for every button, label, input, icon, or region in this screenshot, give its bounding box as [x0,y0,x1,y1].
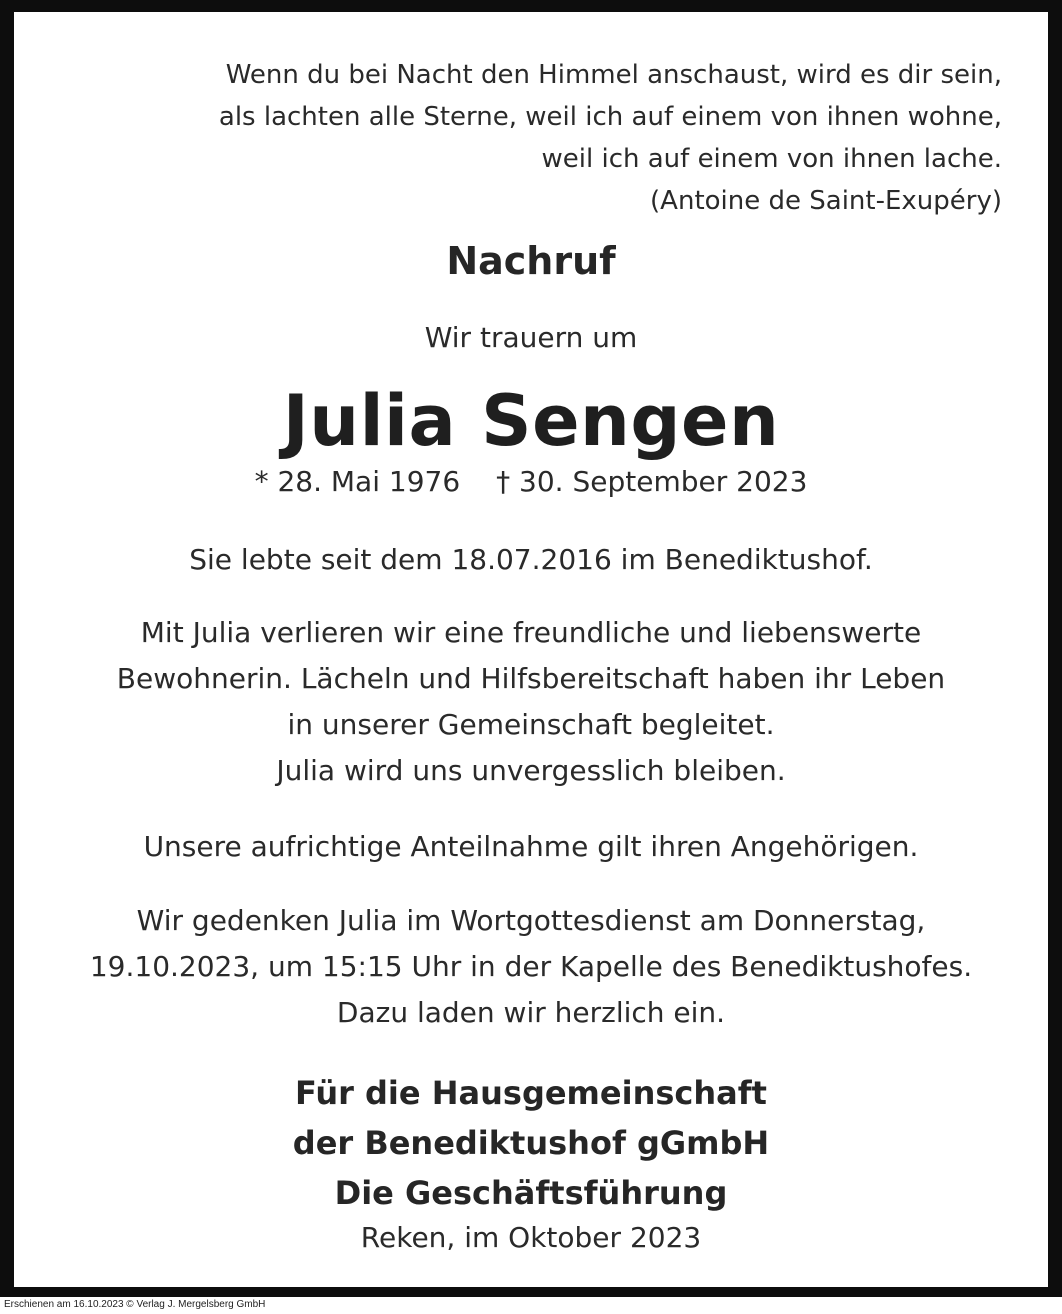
obituary-heading: Nachruf [446,239,616,283]
service-paragraph [14,898,1048,1036]
epigraph-quote [102,54,1002,222]
tribute-paragraph [14,610,1048,794]
birth-date: * 28. Mai 1976 [254,465,461,498]
mourning-intro: Wir trauern um [424,321,638,354]
death-date: † 30. September 2023 [496,465,808,498]
publication-footer: Erschienen am 16.10.2023 © Verlag J. Mergelsberg GmbH [4,1299,266,1310]
condolence-paragraph [14,824,1048,870]
condolence-text: Unsere aufrichtige Anteilnahme gilt ihren Angehörigen. [143,830,919,863]
deceased-name: Julia Sengen [282,380,780,462]
signoff-line: Die Geschäftsführung [334,1174,728,1212]
tribute-line: Julia wird uns unvergesslich bleiben. [276,754,786,787]
service-line: Wir gedenken Julia im Wortgottesdienst am Donnerstag, [136,904,926,937]
quote-line: weil ich auf einem von ihnen lache. [541,144,1002,174]
signoff-block [14,1068,1048,1218]
service-line: 19.10.2023, um 15:15 Uhr in der Kapelle des Benediktushofes. [89,950,973,983]
quote-line: als lachten alle Sterne, weil ich auf einem von ihnen wohne, [218,102,1002,132]
tribute-line: Bewohnerin. Lächeln und Hilfsbereitschaft haben ihr Leben [116,662,946,695]
residence-text: Sie lebte seit dem 18.07.2016 im Benediktushof. [189,543,873,576]
signoff-line: der Benediktushof gGmbH [292,1124,770,1162]
residence-paragraph [14,537,1048,583]
service-line: Dazu laden wir herzlich ein. [336,996,726,1029]
tribute-line: Mit Julia verlieren wir eine freundliche und liebenswerte [140,616,922,649]
obituary-content [14,12,1048,1287]
place-and-date: Reken, im Oktober 2023 [360,1221,702,1254]
tribute-line: in unserer Gemeinschaft begleitet. [287,708,775,741]
quote-line: Wenn du bei Nacht den Himmel anschaust, wird es dir sein, [225,60,1002,90]
signoff-line: Für die Hausgemeinschaft [295,1074,767,1112]
quote-attribution: (Antoine de Saint-Exupéry) [650,186,1002,216]
life-dates [14,462,1048,502]
